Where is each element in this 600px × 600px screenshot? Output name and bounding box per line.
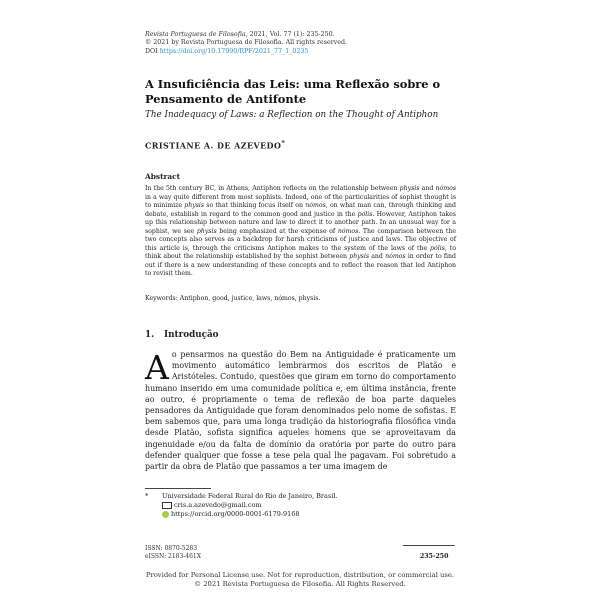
issn-block [145, 545, 201, 561]
author-footnote-mark[interactable]: * [281, 139, 286, 147]
abstract-text: In the 5th century BC, in Athens, Antiphon reflects on the relationship between physis and nómos in a way quite different from most sophists. Indeed, one of the particularities of sophist thought is to minimize physis so that thinking focus itself on nómos, on what man can, through thinking and debate, establish in regard to the common good and justice in the pólis. However, Antiphon takes up this relationship between nature and law to direct it to another path. In an unusual way for a sophist, we see physis being emphasized at the expense of nómos. The comparison between the two concepts also serves as a backdrop for harsh criticisms of justice and laws. The objective of this article is, through the criticisms Antiphon makes to the system of the laws of the pólis, to think about the relationship established by the sophist between physis and nómos in order to find out if there is a new understanding of these concepts and to reflect the reason that led Antiphon to revisit them. [145, 185, 456, 278]
journal-issue: , 2021, Vol. 77 (1): 235-250. [245, 31, 335, 38]
footnote-email[interactable]: cris.a.azevedo@gmail.com [174, 501, 262, 510]
footnote-affiliation: Universidade Federal Rural do Rio de Janeiro, Brasil. [162, 492, 338, 500]
doi-label: DOI [145, 47, 158, 55]
author-name-text: CRISTIANE A. DE AZEVEDO [145, 141, 282, 151]
section-body-text: o pensarmos na questão do Bem na Antiguidade é praticamente um movimento automático lembrarmos dos escritos de Platão e Aristóteles. Contudo, questões que giram em torno do comportamento humano inserido em uma comunidade política e, em última instância, frente ao outro, é propriamente o tema de reflexão de boa parte daqueles pensadores da Antiguidade que foram denominados pelo nome de sofistas. E bem sabemos que, para uma longa tradição da historiografia filosófica vinda desde Platão, sofista significa aqueles homens que se aproveitavam da ingenuidade e/ou da falta de domínio da oratória por parte do outro para defender qualquer que fosse a tese pela qual lhe pagavam. Foi sobretudo a partir da obra de Platão que passamos a ter uma imagem de [145, 350, 456, 472]
footnote-lines [162, 492, 337, 520]
journal-header [145, 31, 347, 56]
journal-name: Revista Portuguesa de Filosofia [145, 31, 246, 38]
section-title: Introdução [164, 330, 219, 340]
footnote-orcid[interactable]: https://orcid.org/0000-0001-6179-9168 [171, 510, 300, 519]
eissn: eISSN: 2183-461X [145, 553, 202, 560]
drop-cap: A [145, 348, 169, 387]
issn: ISSN: 0870-5283 [145, 545, 198, 552]
license-line-2: © 2021 Revista Portuguesa de Filosofia. All Rights Reserved. [194, 580, 406, 588]
footnote [145, 492, 337, 520]
article-subtitle: The Inadequacy of Laws: a Reflection on the Thought of Antiphon [145, 110, 439, 120]
pages-divider [403, 545, 455, 546]
orcid-icon [162, 511, 169, 518]
journal-citation [145, 31, 347, 39]
journal-copyright: © 2021 by Revista Portuguesa de Filosofia. All rights reserved. [145, 39, 348, 47]
license-notice [0, 571, 600, 589]
footnote-email-line [162, 501, 337, 510]
mail-icon [162, 502, 172, 509]
article-title: A Insuficiência das Leis: uma Reflexão sobre o Pensamento de Antifonte [145, 77, 441, 106]
author-name [145, 139, 285, 151]
keywords: Keywords: Antiphon, good, justice, laws, nómos, physis. [145, 295, 321, 302]
footnote-divider [145, 488, 211, 489]
section-number: 1. [145, 330, 155, 340]
doi-line [145, 48, 347, 56]
abstract-heading: Abstract [145, 172, 181, 181]
section-body [145, 349, 456, 472]
footnote-orcid-line [162, 510, 337, 519]
license-line-1: Provided for Personal License use. Not for reproduction, distribution, or commercial use. [145, 571, 455, 579]
footnote-mark: * [145, 492, 149, 500]
doi-link[interactable]: https://doi.org/10.17990/RPF/2021_77_1_0235 [159, 47, 309, 55]
section-heading [145, 330, 219, 340]
page-range: 235-250 [420, 553, 449, 560]
